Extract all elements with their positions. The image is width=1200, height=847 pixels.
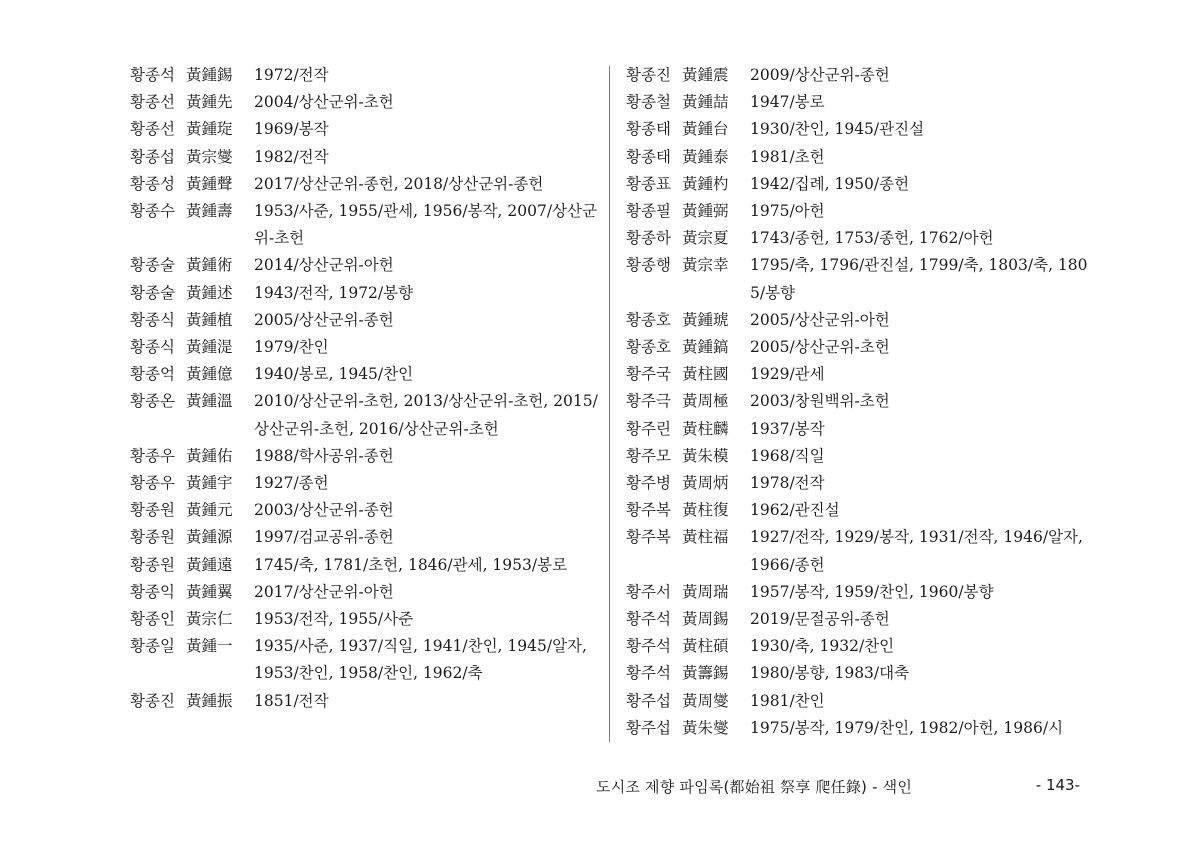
index-entry <box>130 470 600 497</box>
person-name: 황종우 <box>130 446 175 465</box>
index-entry <box>626 388 1091 415</box>
person-name: 황주석 <box>626 664 671 683</box>
index-entry <box>130 524 600 551</box>
participation-records: 1969/봉작 <box>254 120 329 139</box>
participation-records: 2017/상산군위-아헌 <box>254 582 394 601</box>
index-entry <box>626 579 1091 606</box>
person-hanja: 黃周瑞 <box>682 582 729 601</box>
person-name: 황종선 <box>130 93 175 112</box>
index-entry <box>626 524 1091 578</box>
index-entry <box>626 198 1091 225</box>
person-hanja: 黃鍾源 <box>186 528 233 547</box>
index-entry <box>130 388 600 442</box>
index-entry <box>130 688 600 715</box>
participation-records: 1988/학사공위-종헌 <box>254 446 394 465</box>
person-name: 황종원 <box>130 501 175 520</box>
person-hanja: 黃鍾弼 <box>682 202 729 221</box>
person-hanja: 黃鍾喆 <box>682 93 729 112</box>
person-hanja: 黃周錫 <box>682 610 729 629</box>
participation-records: 1937/봉작 <box>750 419 825 438</box>
person-name: 황종수 <box>130 202 175 221</box>
participation-records: 1927/종헌 <box>254 474 329 493</box>
person-name: 황종억 <box>130 365 175 384</box>
index-entry <box>626 89 1091 116</box>
participation-records: 1978/전작 <box>750 474 825 493</box>
person-hanja: 黃鍾湜 <box>186 338 233 357</box>
index-entry <box>130 252 600 279</box>
index-entry <box>626 361 1091 388</box>
participation-records: 2019/문절공위-종헌 <box>750 610 890 629</box>
participation-records: 1962/관진설 <box>750 501 840 520</box>
person-hanja: 黃鍾震 <box>682 66 729 84</box>
participation-records: 2005/상산군위-아헌 <box>750 310 890 329</box>
index-entry <box>130 443 600 470</box>
participation-records: 1930/축, 1932/찬인 <box>750 637 895 656</box>
person-hanja: 黃宗仁 <box>186 610 233 629</box>
index-entry <box>130 89 600 116</box>
person-hanja: 黃柱福 <box>682 528 729 547</box>
participation-records: 1975/봉작, 1979/찬인, 1982/아헌, 1986/시 <box>750 718 1064 737</box>
participation-records: 1943/전작, 1972/봉향 <box>254 283 414 302</box>
person-hanja: 黃鍾億 <box>186 365 233 384</box>
index-entry <box>130 497 600 524</box>
person-name: 황주모 <box>626 446 671 465</box>
index-entry <box>130 198 600 252</box>
person-name: 황종태 <box>626 120 671 139</box>
participation-records: 1795/축, 1796/관진설, 1799/축, 1803/축, 1805/봉향 <box>750 256 1088 302</box>
participation-records: 2017/상산군위-종헌, 2018/상산군위-종헌 <box>254 174 544 193</box>
index-entry <box>130 633 600 687</box>
index-entry <box>130 62 600 89</box>
participation-records: 1979/찬인 <box>254 338 329 357</box>
person-hanja: 黃柱復 <box>682 501 729 520</box>
index-entry <box>130 606 600 633</box>
person-name: 황주섭 <box>626 718 671 737</box>
person-name: 황종철 <box>626 93 671 112</box>
index-entry <box>626 416 1091 443</box>
index-entry <box>626 307 1091 334</box>
person-name: 황종행 <box>626 256 671 275</box>
person-name: 황종필 <box>626 202 671 221</box>
participation-records: 1947/봉로 <box>750 93 825 112</box>
person-hanja: 黃周燮 <box>682 691 729 710</box>
index-entry <box>626 633 1091 660</box>
person-hanja: 黃周極 <box>682 392 729 411</box>
index-entry <box>626 225 1091 252</box>
page-number: - 143- <box>1035 776 1080 794</box>
participation-records: 2010/상산군위-초헌, 2013/상산군위-초헌, 2015/상산군위-초헌, 2016/상산군위-초헌 <box>254 392 598 438</box>
participation-records: 1930/찬인, 1945/관진설 <box>750 120 925 139</box>
person-hanja: 黃鍾述 <box>186 283 233 302</box>
index-entry <box>626 606 1091 633</box>
participation-records: 1743/종헌, 1753/종헌, 1762/아헌 <box>750 229 994 248</box>
person-hanja: 黃柱麟 <box>682 419 729 438</box>
person-hanja: 黃鍾溫 <box>186 392 233 411</box>
person-name: 황종호 <box>626 310 671 329</box>
participation-records: 2004/상산군위-초헌 <box>254 93 394 112</box>
person-hanja: 黃鍾台 <box>682 120 729 139</box>
person-name: 황주서 <box>626 582 671 601</box>
index-entry <box>626 497 1091 524</box>
participation-records: 1953/사준, 1955/관세, 1956/봉작, 2007/상산군위-초헌 <box>254 202 597 248</box>
person-name: 황종진 <box>626 66 671 84</box>
index-entry <box>626 144 1091 171</box>
index-entry <box>130 280 600 307</box>
person-hanja: 黃鍾琁 <box>186 120 233 139</box>
index-entry <box>130 144 600 171</box>
index-entry <box>130 334 600 361</box>
participation-records: 2003/창원백위-초헌 <box>750 392 890 411</box>
person-name: 황종인 <box>130 610 175 629</box>
participation-records: 1745/축, 1781/초헌, 1846/관세, 1953/봉로 <box>254 555 568 574</box>
participation-records: 2009/상산군위-종헌 <box>750 66 890 84</box>
index-entry <box>626 688 1091 715</box>
index-entry <box>626 660 1091 687</box>
person-name: 황주린 <box>626 419 671 438</box>
person-hanja: 黃鍾一 <box>186 637 233 656</box>
person-name: 황종식 <box>130 338 175 357</box>
person-name: 황종하 <box>626 229 671 248</box>
person-hanja: 黃周炳 <box>682 474 729 493</box>
person-hanja: 黃鍾術 <box>186 256 233 275</box>
index-entry <box>626 334 1091 361</box>
index-entry <box>626 715 1091 742</box>
person-name: 황종표 <box>626 174 671 193</box>
person-name: 황주복 <box>626 528 671 547</box>
person-hanja: 黃鍾琥 <box>682 310 729 329</box>
participation-records: 2014/상산군위-아헌 <box>254 256 394 275</box>
person-hanja: 黃宗燮 <box>186 147 233 166</box>
person-name: 황주섭 <box>626 691 671 710</box>
participation-records: 1927/전작, 1929/봉작, 1931/전작, 1946/알자, 1966/종헌 <box>750 528 1083 574</box>
person-hanja: 黃鍾植 <box>186 310 233 329</box>
person-name: 황주병 <box>626 474 671 493</box>
participation-records: 1997/검교공위-종헌 <box>254 528 394 547</box>
participation-records: 1981/찬인 <box>750 691 825 710</box>
person-name: 황종원 <box>130 555 175 574</box>
person-name: 황주석 <box>626 610 671 629</box>
participation-records: 1940/봉로, 1945/찬인 <box>254 365 414 384</box>
person-hanja: 黃鍾元 <box>186 501 233 520</box>
index-entry <box>130 307 600 334</box>
person-hanja: 黃籌錫 <box>682 664 729 683</box>
person-hanja: 黃宗幸 <box>682 256 729 275</box>
person-hanja: 黃鍾錫 <box>186 66 233 84</box>
person-hanja: 黃鍾佑 <box>186 446 233 465</box>
person-name: 황종호 <box>626 338 671 357</box>
person-name: 황종일 <box>130 637 175 656</box>
person-hanja: 黃鍾振 <box>186 691 233 710</box>
person-name: 황종석 <box>130 66 175 84</box>
participation-records: 2005/상산군위-종헌 <box>254 310 394 329</box>
index-entry <box>626 443 1091 470</box>
participation-records: 1935/사준, 1937/직일, 1941/찬인, 1945/알자, 1953/찬인, 1958/찬인, 1962/축 <box>254 637 587 683</box>
participation-records: 2003/상산군위-종헌 <box>254 501 394 520</box>
person-name: 황종익 <box>130 582 175 601</box>
participation-records: 1975/아헌 <box>750 202 825 221</box>
index-column-right <box>626 62 1091 742</box>
participation-records: 1929/관세 <box>750 365 825 384</box>
index-entry <box>130 171 600 198</box>
participation-records: 1982/전작 <box>254 147 329 166</box>
person-hanja: 黃鍾鎬 <box>682 338 729 357</box>
person-name: 황주국 <box>626 365 671 384</box>
participation-records: 1851/전작 <box>254 691 329 710</box>
participation-records: 1981/초헌 <box>750 147 825 166</box>
index-entry <box>626 116 1091 143</box>
person-name: 황종섭 <box>130 147 175 166</box>
person-hanja: 黃鍾泰 <box>682 147 729 166</box>
participation-records: 1968/직일 <box>750 446 825 465</box>
person-hanja: 黃鍾先 <box>186 93 233 112</box>
person-name: 황종우 <box>130 474 175 493</box>
person-name: 황종식 <box>130 310 175 329</box>
footer-title: 도시조 제향 파임록(都始祖 祭享 爬任錄) - 색인 <box>596 778 913 796</box>
participation-records: 1980/봉향, 1983/대축 <box>750 664 910 683</box>
person-hanja: 黃鍾聲 <box>186 174 233 193</box>
index-entry <box>130 361 600 388</box>
index-entry <box>130 579 600 606</box>
person-hanja: 黃朱燮 <box>682 718 729 737</box>
person-name: 황종성 <box>130 174 175 193</box>
person-hanja: 黃柱國 <box>682 365 729 384</box>
person-hanja: 黃鍾翼 <box>186 582 233 601</box>
index-entry <box>130 552 600 579</box>
person-name: 황종술 <box>130 283 175 302</box>
person-hanja: 黃柱碩 <box>682 637 729 656</box>
participation-records: 1953/전작, 1955/사준 <box>254 610 414 629</box>
person-name: 황종선 <box>130 120 175 139</box>
participation-records: 1972/전작 <box>254 66 329 84</box>
person-name: 황종술 <box>130 256 175 275</box>
person-name: 황주극 <box>626 392 671 411</box>
person-hanja: 黃鍾壽 <box>186 202 233 221</box>
index-entry <box>626 171 1091 198</box>
column-divider <box>609 66 610 742</box>
participation-records: 1957/봉작, 1959/찬인, 1960/봉향 <box>750 582 994 601</box>
index-entry <box>130 116 600 143</box>
person-name: 황종온 <box>130 392 175 411</box>
person-hanja: 黃朱模 <box>682 446 729 465</box>
person-name: 황종진 <box>130 691 175 710</box>
person-hanja: 黃鍾遠 <box>186 555 233 574</box>
person-hanja: 黃宗夏 <box>682 229 729 248</box>
person-hanja: 黃鍾杓 <box>682 174 729 193</box>
index-column-left <box>130 62 600 715</box>
person-hanja: 黃鍾宇 <box>186 474 233 493</box>
person-name: 황주복 <box>626 501 671 520</box>
index-entry <box>626 252 1091 306</box>
person-name: 황종원 <box>130 528 175 547</box>
person-name: 황주석 <box>626 637 671 656</box>
participation-records: 2005/상산군위-초헌 <box>750 338 890 357</box>
participation-records: 1942/집례, 1950/종헌 <box>750 174 910 193</box>
index-entry <box>626 62 1091 89</box>
person-name: 황종태 <box>626 147 671 166</box>
index-entry <box>626 470 1091 497</box>
